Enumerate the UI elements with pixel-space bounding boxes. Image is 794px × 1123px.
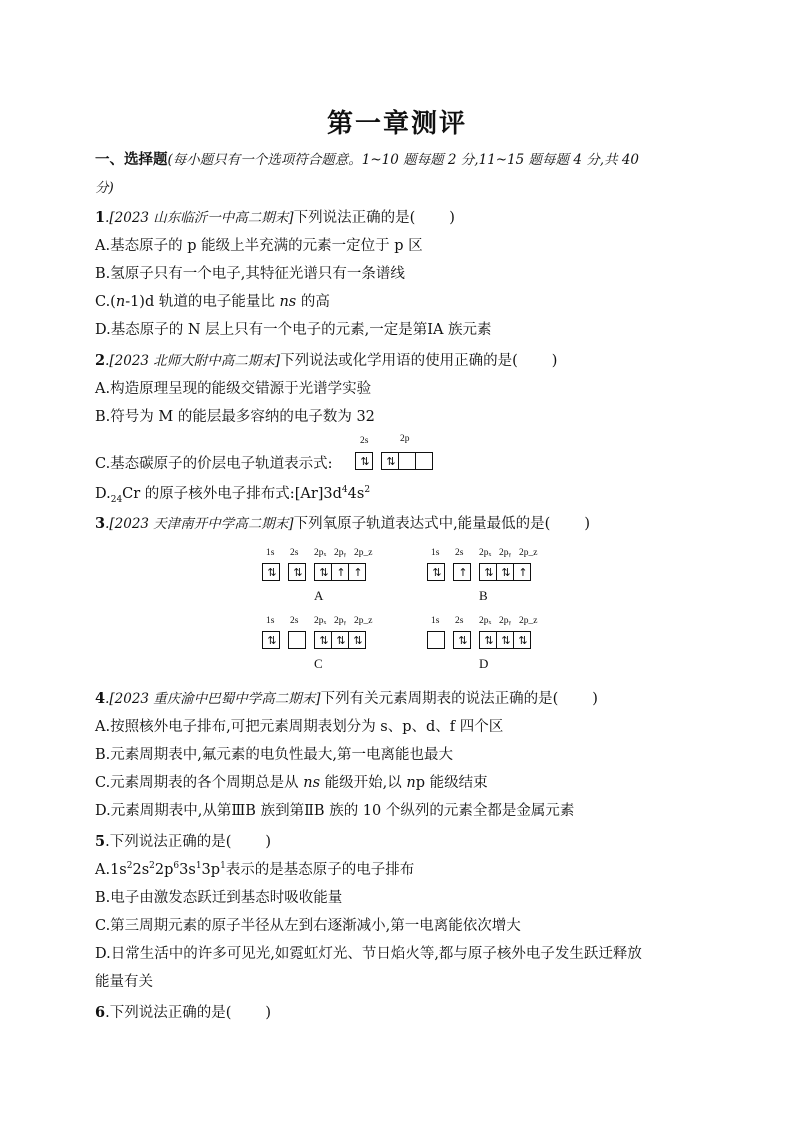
- orbital-box: ⇅: [331, 631, 349, 649]
- q3-source: .[2023 天津南开中学高二期末]: [105, 516, 294, 532]
- q3-stem: 3.[2023 天津南开中学高二期末]下列氧原子轨道表达式中,能量最低的是( ): [95, 515, 591, 532]
- section-note-cont: 分): [95, 180, 114, 196]
- q4-option-b: B.元素周期表中,氟元素的电负性最大,第一电离能也最大: [95, 747, 453, 763]
- orbital-box: ↑: [453, 563, 471, 581]
- orbital-box: ⇅: [314, 563, 332, 581]
- orbital-box: ↑: [513, 563, 531, 581]
- q6-text: .下列说法正确的是(: [105, 1005, 232, 1021]
- q3-orbital-label: 2s: [290, 548, 299, 558]
- q1-text: 下列说法正确的是(: [293, 210, 416, 226]
- q3-orbital-label: 2s: [455, 548, 464, 558]
- q4-stem: 4.[2023 重庆渝中巴蜀中学高二期末]下列有关元素周期表的说法正确的是( ): [95, 690, 598, 707]
- q1-option-c: C.(n-1)d 轨道的电子能量比 ns 的高: [95, 294, 330, 310]
- q1-option-b: B.氢原子只有一个电子,其特征光谱只有一条谱线: [95, 266, 405, 282]
- q3-orbital-label: 2p_z: [519, 548, 538, 558]
- orbital-box: ↑: [348, 563, 366, 581]
- q2-option-d: $D._{24}Cr$ 的原子核外电子排布式$:[Ar]3d^44s^2$: [95, 485, 371, 505]
- orbital-box: ⇅: [479, 631, 497, 649]
- q2-option-c: C.基态碳原子的价层电子轨道表示式:: [95, 456, 333, 472]
- q3-orbital-label: 2pᵧ: [499, 616, 512, 626]
- q1-close: ): [449, 210, 455, 226]
- orbital-box: [288, 631, 306, 649]
- orbital-box: ⇅: [479, 563, 497, 581]
- orbital-box: ⇅: [262, 563, 280, 581]
- orbital-box: [398, 452, 416, 470]
- q3-option-letter: D: [479, 656, 489, 671]
- section-label: 一、选择题: [95, 151, 168, 168]
- q1-source: .[2023 山东临沂一中高二期末]: [105, 210, 294, 226]
- q4-option-c: C.元素周期表的各个周期总是从 ns 能级开始,以 np 能级结束: [95, 775, 488, 791]
- q3-orbital-label: 2pᵧ: [499, 548, 512, 558]
- orbital-box: ⇅: [288, 563, 306, 581]
- q3-orbital-label: 1s: [431, 548, 440, 558]
- q2-option-b: B.符号为 M 的能层最多容纳的电子数为 32: [95, 409, 375, 425]
- q2-orbital-diagram: [355, 452, 433, 470]
- q5-stem: 5.下列说法正确的是( ): [95, 833, 272, 850]
- q1-number: 1: [95, 209, 106, 226]
- q6-stem: 6.下列说法正确的是( ): [95, 1004, 272, 1021]
- q1-stem: [95, 208, 455, 228]
- orbital-box: ⇅: [427, 563, 445, 581]
- orbital-box: ⇅: [453, 631, 471, 649]
- q3-option-a-boxes: [262, 563, 366, 581]
- q3-orbital-label: 1s: [266, 548, 275, 558]
- q3-option-b-boxes: [427, 563, 531, 581]
- q2-number: 2: [95, 352, 106, 369]
- q4-option-d: D.元素周期表中,从第ⅢB 族到第ⅡB 族的 10 个纵列的元素全都是金属元素: [95, 803, 575, 819]
- q3-orbital-label: 2p_z: [354, 548, 373, 558]
- q3-orbital-label: 2pₓ: [479, 616, 492, 626]
- q5-option-d-cont: 能量有关: [95, 974, 153, 990]
- q3-option-d-boxes: [427, 631, 531, 649]
- orbital-box: ⇅: [348, 631, 366, 649]
- q2-text: 下列说法或化学用语的使用正确的是(: [280, 353, 518, 369]
- q5-text: .下列说法正确的是(: [105, 834, 232, 850]
- q3-orbital-label: 2s: [290, 616, 299, 626]
- q3-orbital-label: 1s: [431, 616, 440, 626]
- q5-option-c: C.第三周期元素的原子半径从左到右逐渐减小,第一电离能依次增大: [95, 918, 521, 934]
- q5-number: 5: [95, 833, 106, 850]
- q3-orbital-label: 2pₓ: [314, 616, 327, 626]
- orbital-box: ⇅: [314, 631, 332, 649]
- section-note: (每小题只有一个选项符合题意。1~10 题每题 2 分,11~15 题每题 4 分,共 40: [167, 152, 639, 168]
- q4-option-a: A.按照核外电子排布,可把元素周期表划分为 s、p、d、f 四个区: [95, 719, 504, 735]
- orbital-box: ⇅: [496, 631, 514, 649]
- q4-source: .[2023 重庆渝中巴蜀中学高二期末]: [105, 691, 321, 707]
- q3-orbital-label: 2s: [455, 616, 464, 626]
- q3-option-c-boxes: [262, 631, 366, 649]
- orbital-box: ⇅: [355, 452, 373, 470]
- page-title: 第一章测评: [326, 109, 467, 139]
- q3-text: 下列氧原子轨道表达式中,能量最低的是(: [293, 516, 551, 532]
- q3-orbital-label: 2pₓ: [314, 548, 327, 558]
- orbital-box: ⇅: [381, 452, 399, 470]
- q2-label-2s: 2s: [360, 436, 369, 446]
- orbital-box: [427, 631, 445, 649]
- q4-number: 4: [95, 690, 106, 707]
- q1-option-d: D.基态原子的 N 层上只有一个电子的元素,一定是第ⅠA 族元素: [95, 322, 492, 338]
- q3-orbital-label: 2p_z: [354, 616, 373, 626]
- q5-option-d: D.日常生活中的许多可见光,如霓虹灯光、节日焰火等,都与原子核外电子发生跃迁释放: [95, 946, 642, 962]
- q4-text: 下列有关元素周期表的说法正确的是(: [320, 691, 559, 707]
- q2-stem: 2.[2023 北师大附中高二期末]下列说法或化学用语的使用正确的是( ): [95, 352, 558, 369]
- q3-option-letter: B: [479, 588, 488, 603]
- q3-orbital-label: 2pᵧ: [334, 548, 347, 558]
- orbital-box: ⇅: [513, 631, 531, 649]
- orbital-box: ⇅: [262, 631, 280, 649]
- q3-orbital-label: 1s: [266, 616, 275, 626]
- q5-option-a: $A.1s^22s^22p^63s^13p^1$表示的是基态原子的电子排布: [95, 861, 415, 878]
- orbital-box: ↑: [331, 563, 349, 581]
- q3-orbital-label: 2pᵧ: [334, 616, 347, 626]
- q3-option-letter: C: [314, 656, 323, 671]
- q2-option-a: A.构造原理呈现的能级交错源于光谱学实验: [95, 381, 372, 397]
- orbital-box: [415, 452, 433, 470]
- q5-option-b: B.电子由激发态跃迁到基态时吸收能量: [95, 890, 343, 906]
- q3-option-letter: A: [314, 588, 324, 603]
- section-heading: [95, 150, 639, 170]
- orbital-box: ⇅: [496, 563, 514, 581]
- q1-option-a: A.基态原子的 p 能级上半充满的元素一定位于 p 区: [95, 238, 423, 254]
- q2-source: .[2023 北师大附中高二期末]: [105, 353, 281, 369]
- q2-label-2p: 2p: [400, 434, 410, 444]
- q3-orbital-label: 2p_z: [519, 616, 538, 626]
- q6-number: 6: [95, 1004, 106, 1021]
- q3-number: 3: [95, 515, 106, 532]
- q3-orbital-label: 2pₓ: [479, 548, 492, 558]
